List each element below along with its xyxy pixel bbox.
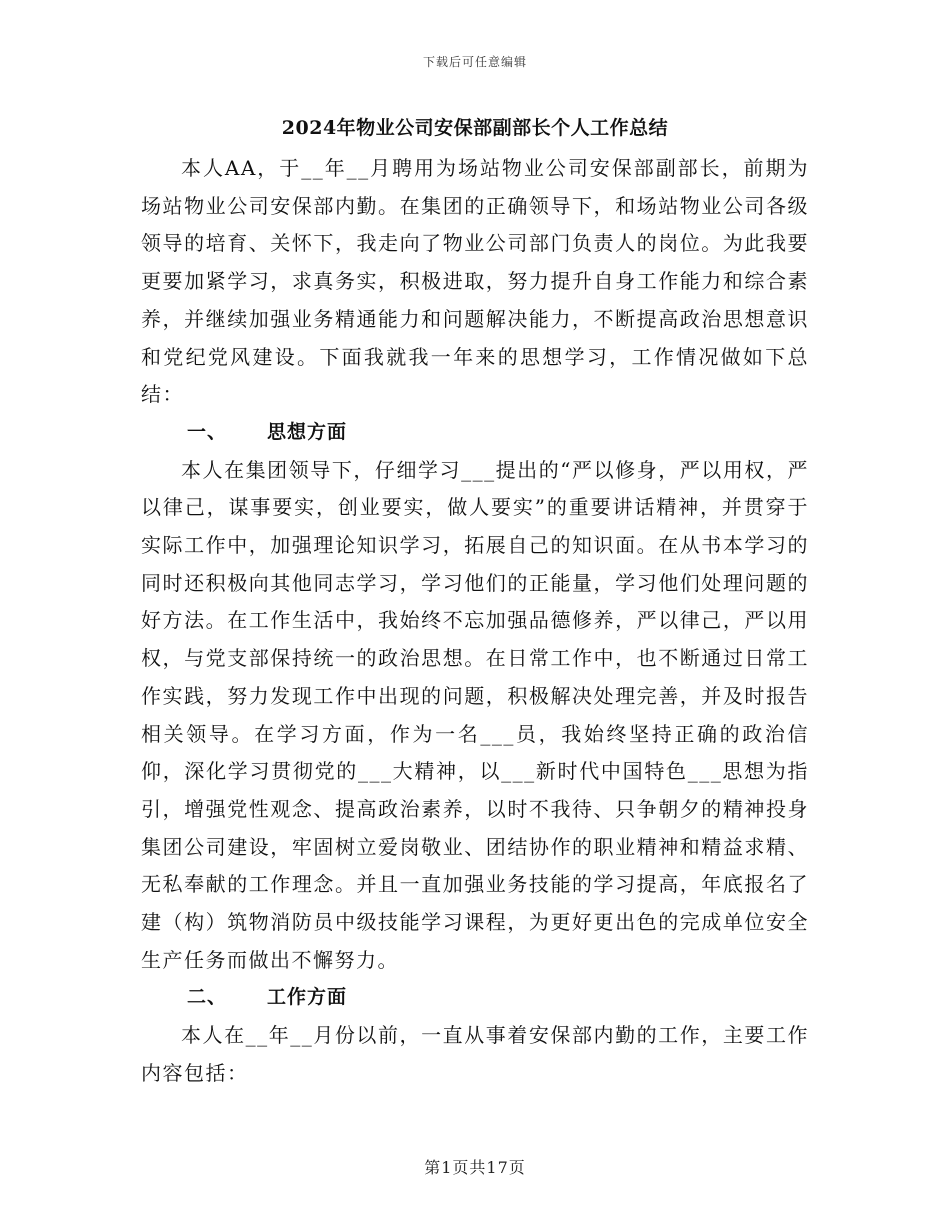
section-number: 二、 (187, 986, 228, 1009)
header-note: 下载后可任意编辑 (422, 55, 527, 69)
section-title: 工作方面 (267, 986, 348, 1009)
document-title: 2024年物业公司安保部副部长个人工作总结 (281, 117, 669, 139)
paragraph-ideology: 本人在集团领导下，仔细学习___提出的“严以修身，严以用权，严以律己，谋事要实，创业要实，做人要实”的重要讲话精神，并贯穿于实际工作中，加强理论知识学习，拓展自己的知识面。在从书本学习的同时还积极向其他同志学习，学习他们的正能量，学习他们处理问题的好方法。在工作生活中，我始终不忘加强品德修养，严以律己，严以用权，与党支部保持统一的政治思想。在日常工作中，也不断通过日常工作实践，努力发现工作中出现的问题，积极解决处理完善，并及时报告相关领导。在学习方面，作为一名___员，我始终坚持正确的政治信仰，深化学习贯彻党的___大精神，以___新时代中国特色___思想为指引，增强党性观念、提高政治素养，以时不我待、只争朝夕的精神投身集团公司建设，牢固树立爱岗敬业、团结协作的职业精神和精益求精、无私奉献的工作理念。并且一直加强业务技能的学习提高，年底报名了建（构）筑物消防员中级技能学习课程，为更好更出色的完成单位安全生产任务而做出不懈努力。 (141, 457, 809, 972)
section-title: 思想方面 (267, 420, 348, 443)
section-heading-ideology (141, 414, 809, 452)
document-body (141, 112, 809, 1093)
paragraph-intro: 本人AA，于__年__月聘用为场站物业公司安保部副部长，前期为场站物业公司安保部内勤。在集团的正确领导下，和场站物业公司各级领导的培育、关怀下，我走向了物业公司部门负责人的岗位。为此我要更要加紧学习，求真务实，积极进取，努力提升自身工作能力和综合素养，并继续加强业务精通能力和问题解决能力，不断提高政治思想意识和党纪党风建设。下面我就我一年来的思想学习，工作情况做如下总结： (141, 156, 809, 407)
section-number: 一、 (187, 420, 228, 443)
section-heading-work (141, 979, 809, 1017)
page-number: 第1页共17页 (424, 1158, 526, 1177)
paragraph-work: 本人在__年__月份以前，一直从事着安保部内勤的工作，主要工作内容包括： (141, 1023, 809, 1085)
